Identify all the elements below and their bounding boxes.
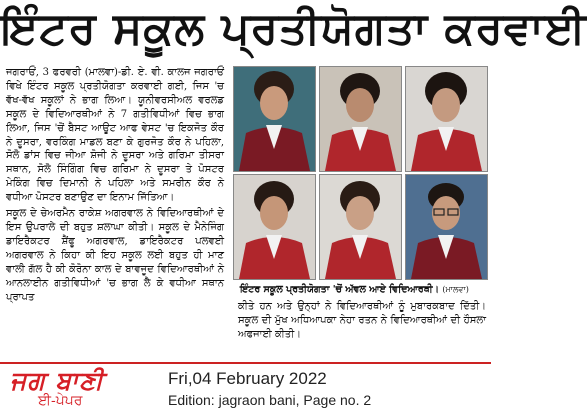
article-paragraph-2: ਸਕੂਲ ਦੇ ਚੇਅਰਮੈਨ ਰਾਕੇਸ਼ ਅਗਰਵਾਲ ਨੇ ਵਿਦਿਆਰਥੀਆਂ ਦੇ ਇਸ ਉਪਰਾਲੇ ਦੀ ਬਹੁਤ ਸ਼ਲਾਘਾ ਕੀਤੀ। ਸਕੂਲ ਦੇ ਮੈਨੇਜਿੰਗ ਡਾਇਰੈਕਟਰ ਸ਼ੈਂਫੂ ਅਗਰਵਾਲ, ਡਾਇਰੈਕਟਰ ਪਲਵਈ ਅਗਰਵਾਲ ਨੇ ਕਿਹਾ ਕੀ ਇਹ ਸਕੂਲ ਲਈ ਬਹੁਤ ਹੀ ਮਾਣ ਵਾਲੀ ਗੱਲ ਹੈ ਕੀ ਕੋਰੋਨਾ ਕਾਲ ਦੇ ਬਾਵਜੂਦ ਵਿਦਿਆਰਥੀਆਂ ਨੇ ਆਨਲਾਈਨ ਗਤੀਵਿਧੀਆਂ 'ਚ ਭਾਗ ਲੈ ਕੇ ਵਧੀਆ ਸਥਾਨ ਪ੍ਰਾਪਤ xyxy=(6,208,224,303)
headline: ਇੰਟਰ ਸਕੂਲ ਪ੍ਰਤੀਯੋਗਤਾ ਕਰਵਾਈ xyxy=(0,3,587,54)
article-continuation: ਕੀਤੇ ਹਨ ਅਤੇ ਉਨ੍ਹਾਂ ਨੇ ਵਿਦਿਆਰਥੀਆਂ ਨੂੰ ਮੁਬਾਰਕਬਾਦ ਦਿੱਤੀ। ਸਕੂਲ ਦੀ ਮੁੱਖ ਅਧਿਆਪਕਾ ਨੇਹਾ ਰਤਨ ਨੇ ਵਿਦਿਆਰਥੀਆਂ ਦੀ ਹੌਸਲਾ ਅਫਜਾਈ ਕੀਤੀ। xyxy=(238,301,486,340)
photo-caption xyxy=(240,284,491,298)
student-photo-3 xyxy=(405,66,488,172)
epaper-label: ਈ-ਪੇਪਰ xyxy=(38,393,83,409)
student-photo-4 xyxy=(233,174,316,280)
student-photo-6 xyxy=(405,174,488,280)
photo-caption-text: ਇੰਟਰ ਸਕੂਲ ਪ੍ਰਤੀਯੋਗਤਾ 'ਚੋਂ ਅੱਵਲ ਆਏ ਵਿਦਿਆਰਥੀ। xyxy=(240,284,440,295)
edition-date: Fri,04 February 2022 xyxy=(168,369,327,388)
student-photo-1 xyxy=(233,66,316,172)
edition-info: Edition: jagraon bani, Page no. 2 xyxy=(168,392,372,408)
photo-grid xyxy=(231,64,487,280)
article-paragraph-1: ਜਗਰਾਓਂ, 3 ਫਰਵਰੀ (ਮਾਲਵਾ)-ਡੀ. ਏ. ਵੀ. ਕਾਲਜ ਜਗਰਾਓਂ ਵਿਖੇ ਇੰਟਰ ਸਕੂਲ ਪ੍ਰਤੀਯੋਗਤਾ ਕਰਵਾਈ ਗਈ, ਜਿਸ 'ਚ ਵੱਖ-ਵੱਖ ਸਕੂਲਾਂ ਨੇ ਭਾਗ ਲਿਆ। ਯੂਨੀਵਰਸੀਅਲ ਵਰਲਡ ਸਕੂਲ ਦੇ ਵਿਦਿਆਰਥੀਆਂ ਨੇ 7 ਗਤੀਵਿਧੀਆਂ ਵਿਚ ਭਾਗ ਲਿਆ, ਜਿਸ 'ਚੋਂ ਬੈਸਟ ਆਊਟ ਆਫ ਵੇਸਟ 'ਚ ਇਕਜੋਤ ਕੌਰ ਨੇ ਦੂਸਰਾ, ਵਰਕਿੰਗ ਮਾਡਲ ਬਣਾ ਕੇ ਗੁਰਜੋਤ ਕੌਰ ਨੇ ਪਹਿਲਾ, ਸੋਲੋ ਡਾਂਸ ਵਿਚ ਜੀਆ ਸ਼ੋਜੀ ਨੇ ਦੂਸਰਾ ਅਤੇ ਗਰਿਮਾ ਤੀਸਰਾ ਸਥਾਨ, ਸੋਲੋ ਸਿੰਗਿੰਗ ਵਿਚ ਗਰਿਮਾ ਨੇ ਦੂਸਰਾ ਤੇ ਪੋਸਟਰ ਮੇਕਿੰਗ ਵਿਚ ਦਿਮਾਨੀ ਨੇ ਪਹਿਲਾ ਅਤੇ ਸਮਰੀਨ ਕੌਰ ਨੇ ਵਧੀਆ ਪੋਸਟਰ ਬਣਾਉਣ ਦਾ ਇਨਾਮ ਜਿੱਤਿਆ। xyxy=(6,67,224,204)
photo-credit: (ਮਾਲਵਾ) xyxy=(442,285,469,294)
student-photo-5 xyxy=(319,174,402,280)
student-photo-2 xyxy=(319,66,402,172)
jagbani-logo: ਜਗ ਬਾਣੀ xyxy=(10,366,104,395)
article-column-left xyxy=(6,66,224,312)
